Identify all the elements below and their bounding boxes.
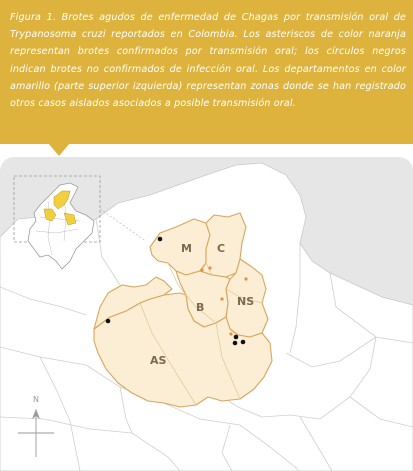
- region-label-ns: NS: [237, 295, 255, 308]
- unconfirmed-marker: [234, 335, 239, 340]
- region-label-m: M: [181, 242, 192, 255]
- confirmed-marker: [220, 297, 223, 300]
- map-panel: [0, 157, 413, 471]
- region-label-as: AS: [150, 354, 167, 367]
- unconfirmed-marker: [106, 319, 111, 324]
- confirmed-marker: [229, 332, 232, 335]
- confirmed-marker: [200, 268, 203, 271]
- confirmed-marker: [244, 277, 247, 280]
- unconfirmed-marker: [158, 237, 163, 242]
- region-label-c: C: [217, 242, 226, 255]
- caption-pointer: [48, 143, 70, 156]
- unconfirmed-marker: [241, 340, 246, 345]
- unconfirmed-marker: [233, 341, 238, 346]
- colombia-outbreak-map: [0, 157, 413, 471]
- region-label-b: B: [196, 301, 205, 314]
- compass-north-label: N: [33, 395, 39, 404]
- figure-caption: Figura 1. Brotes agudos de enfermedad de Chagas por transmisión oral de Trypanosoma cruzi reportados en Colombia. Los asteriscos de color naranja representan brotes confirmados por transmisión oral; los círculos negros indican brotes no confirmados de infección oral. Los departamentos en color amarillo (parte superior izquierda) representan zonas donde se han registrado otros casos aislados asociados a posible transmisión oral.: [10, 12, 406, 110]
- confirmed-marker: [208, 266, 211, 269]
- figure-caption-box: [0, 0, 413, 144]
